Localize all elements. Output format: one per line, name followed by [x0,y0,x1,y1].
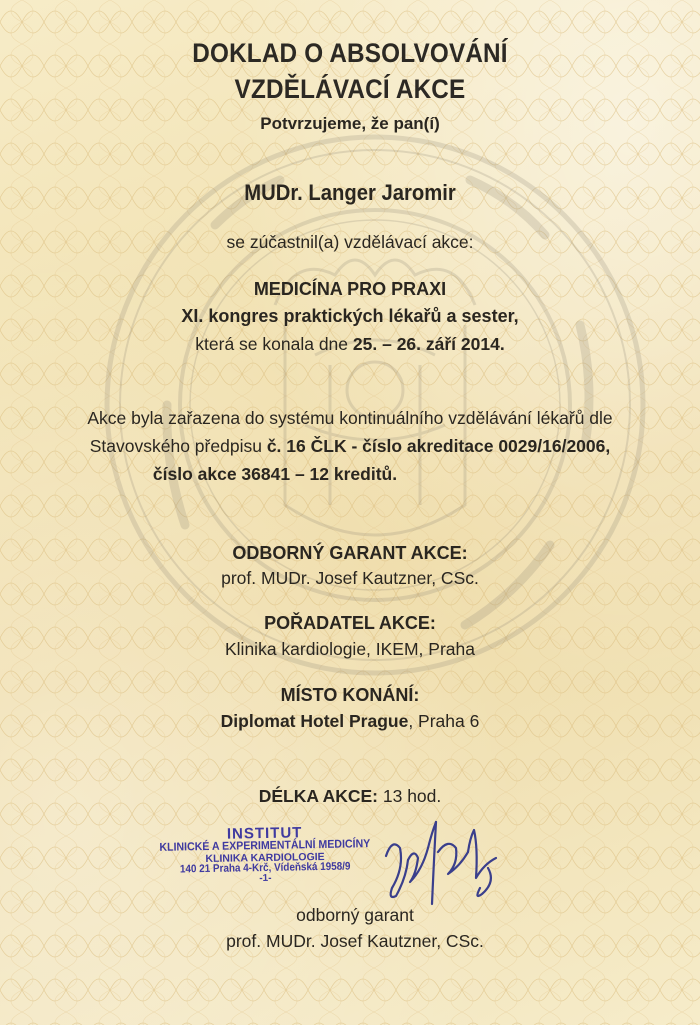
stamp-line5: -1- [259,872,272,885]
stamp-line4: 140 21 Praha 4-Krč, Vídeňská 1958/9 [179,860,351,876]
guarantor-name: prof. MUDr. Josef Kautzner, CSc. [221,568,479,588]
venue-place: Diplomat Hotel Prague [220,711,409,731]
certificate-title-line2: VZDĚLÁVACÍ AKCE [234,74,466,104]
event-date-prefix: která se konala dne [195,334,349,354]
event-date-line [0,334,700,355]
duration-line [0,786,700,807]
organizer-name: Klinika kardiologie, IKEM, Praha [225,639,475,659]
signature-role: odborný garant [296,905,414,925]
signature-name: prof. MUDr. Josef Kautzner, CSc. [226,931,484,951]
stamp-line1: INSTITUT [226,824,303,843]
venue-line [0,711,700,732]
venue-city: , Praha 6 [408,711,480,731]
institute-stamp [150,824,381,886]
accreditation-line1: Akce byla zařazena do systému kontinuálního vzdělávání lékařů dle [87,408,613,428]
signature-mark [378,808,508,918]
guarantor-heading: ODBORNÝ GARANT AKCE: [232,543,468,563]
venue-heading: MÍSTO KONÁNÍ: [280,685,420,705]
organizer-heading: POŘADATEL AKCE: [264,613,436,633]
seal-emblem [95,125,655,685]
stamp-line3: KLINIKA KARDIOLOGIE [205,850,325,865]
accreditation-line2-plain: Stavovského předpisu [89,436,262,456]
accreditation-line3: číslo akce 36841 – 12 kreditů. [152,464,398,484]
event-dates: 25. – 26. září 2014. [352,334,505,354]
confirm-text: Potvrzujeme, že pan(í) [260,114,440,133]
participated-text: se zúčastnil(a) vzdělávací akce: [226,232,474,252]
duration-value: 13 hod. [382,786,442,806]
stamp-line2: KLINICKÉ A EXPERIMENTÁLNÍ MEDICÍNY [159,838,371,854]
event-subtitle: XI. kongres praktických lékařů a sester, [181,306,519,326]
event-name: MEDICÍNA PRO PRAXI [253,279,447,299]
accreditation-number: č. 16 ČLK - číslo akreditace 0029/16/2006, [266,436,611,456]
accreditation-line2 [0,436,700,457]
duration-label: DÉLKA AKCE: [258,786,378,806]
participant-name: MUDr. Langer Jaromir [244,180,456,205]
certificate-title-line1: DOKLAD O ABSOLVOVÁNÍ [192,38,508,68]
